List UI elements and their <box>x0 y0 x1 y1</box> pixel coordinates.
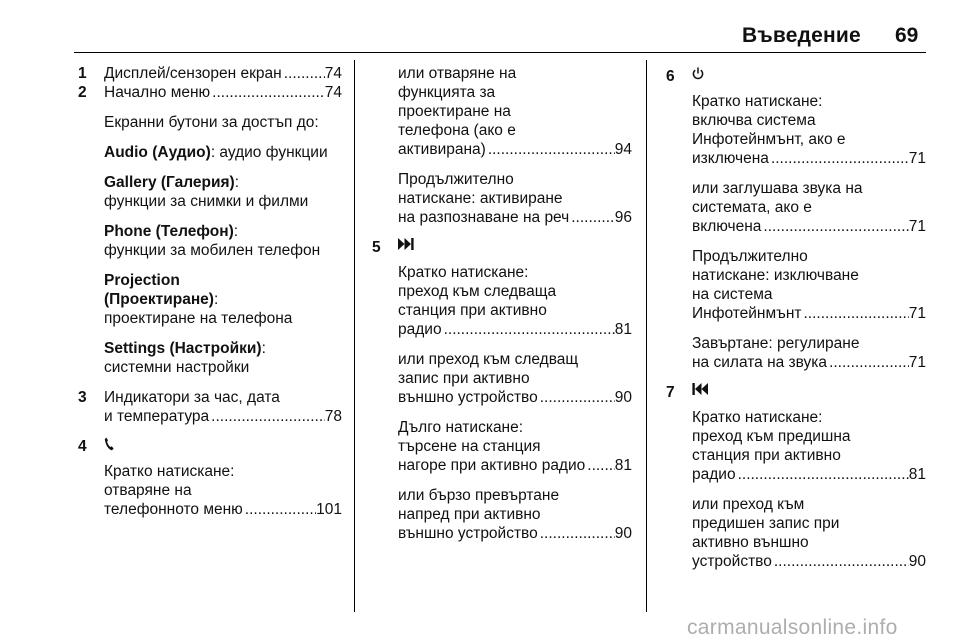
column-2 <box>368 64 632 554</box>
list-item: 3 Индикатори за час, дата и температура ..... 78 <box>74 388 342 426</box>
item-number: 3 <box>78 389 87 406</box>
page-ref: 71 <box>908 150 926 167</box>
page-ref: 71 <box>908 354 926 371</box>
paragraph: Gallery (Галерия): функции за снимки и филми <box>104 174 309 210</box>
index-entry: устройство ..... 90 <box>692 552 926 571</box>
paragraph: Продължително натискане: активиране на разпознаване на реч ..... 96 <box>368 170 632 227</box>
paragraph: Phone (Телефон): функции за мобилен телефон <box>104 223 321 259</box>
index-entry: включена ..... 71 <box>692 217 926 236</box>
term: Phone (Телефон) <box>104 223 234 240</box>
page-ref: 94 <box>614 141 632 158</box>
paragraph: или отваряне на функцията за проектиране на телефона (ако е активирана) ..... 94 <box>368 64 632 159</box>
page-ref: 81 <box>614 457 632 474</box>
index-entry: Начално меню ..... 74 <box>104 83 342 102</box>
list-item <box>662 67 926 86</box>
list-item <box>74 437 342 456</box>
term: Projection <box>104 272 180 289</box>
column-divider <box>646 60 647 612</box>
paragraph: Кратко натискане: включва система Инфотейнмънт, ако е изключена ..... 71 <box>662 92 926 168</box>
paragraph: Projection (Проектиране): проектиране на телефона <box>104 272 293 327</box>
list-item <box>74 64 342 83</box>
paragraph: или заглушава звука на системата, ако е включена ..... 71 <box>662 179 926 236</box>
item-number: 2 <box>78 84 87 101</box>
index-entry: изключена ..... 71 <box>692 149 926 168</box>
paragraph: или бързо превъртане напред при активно външно устройство ..... 90 <box>368 486 632 543</box>
index-entry: Дисплей/сензорен екран ..... 74 <box>104 64 342 83</box>
skip-previous-icon <box>692 383 926 402</box>
term: (Проектиране) <box>104 291 214 308</box>
page-ref: 96 <box>614 209 632 226</box>
page-ref: 101 <box>316 501 342 518</box>
skip-next-icon <box>398 238 632 257</box>
item-number: 1 <box>78 65 87 82</box>
index-entry: Инфотейнмънт ..... 71 <box>692 304 926 323</box>
index-entry: на разпознаване на реч ..... 96 <box>398 208 632 227</box>
page-ref: 74 <box>324 84 342 101</box>
index-entry: телефонното меню ..... 101 <box>104 500 342 519</box>
paragraph: или преход към следващ запис при активно външно устройство ..... 90 <box>368 350 632 407</box>
term: Settings (Настройки) <box>104 340 262 357</box>
page-number: 69 <box>895 24 919 47</box>
paragraph: Дълго натискане: търсене на станция нагоре при активно радио ..... 81 <box>368 418 632 475</box>
item-number: 4 <box>78 438 87 455</box>
index-entry: и температура ..... 78 <box>104 407 342 426</box>
list-item <box>74 83 342 102</box>
paragraph: или преход към предишен запис при активно външно устройство ..... 90 <box>662 495 926 571</box>
item-number: 7 <box>666 384 675 401</box>
page-ref: 78 <box>324 408 342 425</box>
page-title: Въведение <box>742 24 861 47</box>
paragraph: Екранни бутони за достъп до: <box>104 114 319 131</box>
item-number: 6 <box>666 68 675 85</box>
phone-icon <box>104 437 342 456</box>
paragraph: Audio (Аудио): аудио функции <box>104 144 328 161</box>
list-item <box>662 383 926 402</box>
index-entry: на силата на звука ..... 71 <box>692 353 926 372</box>
column-1 <box>74 64 342 530</box>
power-icon <box>692 67 926 86</box>
index-entry: външно устройство ..... 90 <box>398 524 632 543</box>
index-entry: активирана) ..... 94 <box>398 140 632 159</box>
page-ref: 81 <box>908 466 926 483</box>
paragraph: Завъртане: регулиране на силата на звука ..... 71 <box>662 334 926 372</box>
paragraph: Кратко натискане: отваряне на телефонното меню ..... 101 <box>74 462 342 519</box>
column-3 <box>662 64 926 582</box>
index-entry: радио ..... 81 <box>398 320 632 339</box>
index-entry: радио ..... 81 <box>692 465 926 484</box>
paragraph: Кратко натискане: преход към предишна станция при активно радио ..... 81 <box>662 408 926 484</box>
item-number: 5 <box>372 239 381 256</box>
page-ref: 74 <box>324 65 342 82</box>
page-ref: 90 <box>614 389 632 406</box>
paragraph: Settings (Настройки): системни настройки <box>104 340 266 376</box>
page-ref: 71 <box>908 218 926 235</box>
page-ref: 90 <box>908 553 926 570</box>
page-ref: 71 <box>908 305 926 322</box>
column-divider <box>354 60 355 612</box>
watermark: carmanualsonline.info <box>687 616 898 639</box>
term: Audio (Аудио) <box>104 144 211 161</box>
index-entry: нагоре при активно радио ..... 81 <box>398 456 632 475</box>
page-ref: 90 <box>614 525 632 542</box>
page-ref: 81 <box>614 321 632 338</box>
paragraph: Кратко натискане: преход към следваща станция при активно радио ..... 81 <box>368 263 632 339</box>
term: Gallery (Галерия) <box>104 174 235 191</box>
list-item <box>368 238 632 257</box>
paragraph: Продължително натискане: изключване на система Инфотейнмънт ..... 71 <box>662 247 926 323</box>
index-entry: външно устройство ..... 90 <box>398 388 632 407</box>
header-divider <box>74 52 926 53</box>
